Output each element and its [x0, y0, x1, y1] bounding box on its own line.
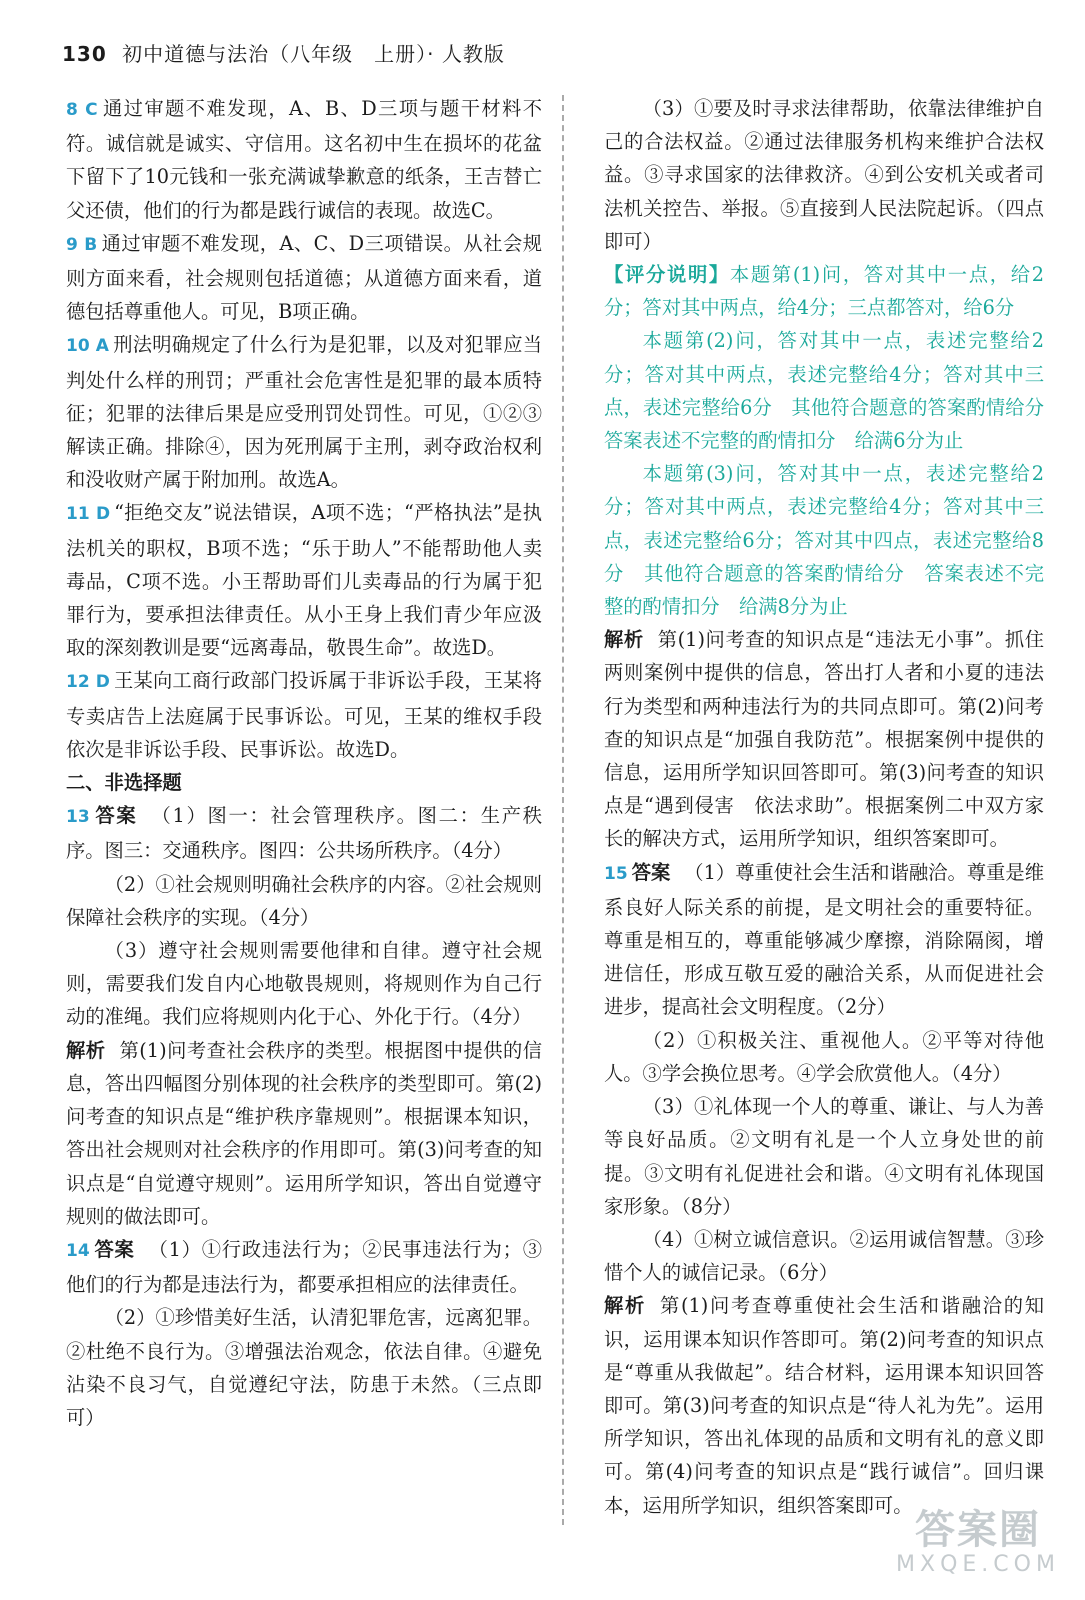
scoring-note-2: 本题第(2)问，答对其中一点，表述完整给2分；答对其中两点，表述完整给4分；答对其中三点，表述完整给6分 其他符合题意的答案酌情给分 答案表述不完整的酌情扣分 给满6分为止: [604, 329, 1064, 453]
analysis-label: 解析: [66, 1038, 106, 1062]
question-15-answer-3: （3）①礼体现一个人的尊重、谦让、与人为善等良好品质。②文明有礼是一个人立身处世的前提。③文明有礼促进社会和谐。④文明有礼体现国家形象。（8分）: [604, 1095, 1044, 1218]
question-13-analysis: [66, 1034, 542, 1233]
question-14-answer-3: （3）①要及时寻求法律帮助，依靠法律维护自己的合法权益。②通过法律服务机构来维护合法权益。③寻求国家的法律救济。④到公安机关或者司法机关控告、举报。⑤直接到人民法院起诉。（四点即可）: [604, 97, 1044, 253]
question-8: [66, 92, 542, 227]
question-12: [66, 664, 542, 766]
answer-label: 答案: [93, 1237, 135, 1261]
question-13-answer-3: （3）遵守社会规则需要他律和自律。遵守社会规则，需要我们发自内心地敬畏规则，将规则作为自己行动的准绳。我们应将规则内化于心、外化于行。（4分）: [66, 939, 542, 1029]
analysis-text: 第(1)问考查尊重使社会生活和谐融洽的知识，运用课本知识作答即可。第(2)问考查的知识点是“尊重从我做起”。结合材料，运用课本知识回答即可。第(3)问考查的知识点是“待人礼为先”。运用所学知识，答出礼体现的品质和文明有礼的意义即可。第(4)问考查的知识点是“践行诚信”。回归课本，运用所学知识，组织答案即可。: [604, 1294, 1044, 1517]
book-title: 初中道德与法治（八年级 上册）· 人教版: [122, 42, 505, 66]
question-text: 通过审题不难发现，A、B、D三项与题干材料不符。诚信就是诚实、守信用。这名初中生在损坏的花盆下留下了10元钱和一张充满诚挚歉意的纸条，王吉替亡父还债，他们的行为都是践行诚信的表现。故选C。: [66, 97, 542, 222]
watermark-text: 答案圈: [915, 1507, 1041, 1553]
answer-label: 答案: [93, 804, 138, 828]
question-text: 通过审题不难发现，A、C、D三项错误。从社会规则方面来看，社会规则包括道德；从道德方面来看，道德包括尊重他人。可见，B项正确。: [66, 231, 542, 324]
section-heading: 二、非选择题: [66, 771, 182, 795]
question-14-answer-1: [66, 1233, 542, 1301]
question-14-analysis: [604, 623, 1044, 855]
watermark-logo: [889, 1508, 1067, 1582]
analysis-label: 解析: [604, 1294, 646, 1318]
question-text: “拒绝交友”说法错误，A项不选；“严格执法”是执法机关的职权，B项不选；“乐于助人”不能帮助他人卖毒品，C项不选。小王帮助哥们儿卖毒品的行为属于犯罪行为，要承担法律责任。从小王身上我们青少年应汲取的深刻教训是要“远离毒品，敬畏生命”。故选D。: [66, 501, 542, 660]
question-9: [66, 227, 542, 329]
question-number: 9 B: [66, 234, 98, 255]
column-divider: [562, 95, 564, 1525]
scoring-label: 【评分说明】: [604, 263, 730, 287]
answer-text: （1）①行政违法行为；②民事违法行为；③他们的行为都是违法行为，都要承担相应的法律责任。: [66, 1237, 543, 1297]
question-number: 14: [66, 1240, 90, 1261]
question-13-answer-2: （2）①社会规则明确社会秩序的内容。②社会规则保障社会秩序的实现。（4分）: [66, 872, 542, 929]
page-number: 130: [62, 42, 107, 66]
question-number: 8 C: [66, 100, 98, 120]
scoring-note-3: 本题第(3)问，答对其中一点，表述完整给2分；答对其中两点，表述完整给4分；答对其中三点，表述完整给6分；答对其中四点，表述完整给8分 其他符合题意的答案酌情给分 答案表述不完整的酌情扣分 给满8分为止: [604, 462, 1044, 619]
page-header: [62, 38, 505, 67]
scoring-note-1: [604, 258, 1044, 324]
analysis-text: 第(1)问考查社会秩序的类型。根据图中提供的信息，答出四幅图分别体现的社会秩序的类型即可。第(2)问考查的知识点是“维护秩序靠规则”。根据课本知识，答出社会规则对社会秩序的作用即可。第(3)问考查的知识点是“自觉遵守规则”。运用所学知识，答出自觉遵守规则的做法即可。: [66, 1038, 543, 1228]
question-text: 王某向工商行政部门投诉属于非诉讼手段，王某将专卖店告上法庭属于民事诉讼。可见，王某的维权手段依次是非诉讼手段、民事诉讼。故选D。: [66, 669, 543, 761]
question-number: 12 D: [66, 672, 110, 693]
answer-text: （1）图一：社会管理秩序。图二：生产秩序。图三：交通秩序。图四：公共场所秩序。（4分）: [66, 804, 543, 863]
question-15-analysis: [604, 1289, 1044, 1521]
left-column: [66, 92, 542, 1434]
watermark-url: MXQE.COM: [896, 1552, 1060, 1577]
question-10: [66, 328, 542, 496]
question-number: 11 D: [66, 504, 111, 525]
question-13-answer-1: [66, 799, 542, 867]
question-11: [66, 496, 542, 664]
question-15-answer-2: （2）①积极关注、重视他人。②平等对待他人。③学会换位思考。④学会欣赏他人。（4分）: [604, 1028, 1044, 1085]
question-14-answer-2: （2）①珍惜美好生活，认清犯罪危害，远离犯罪。②杜绝不良行为。③增强法治观念，依法自律。④避免沾染不良习气，自觉遵纪守法，防患于未然。（三点即可）: [66, 1306, 542, 1429]
analysis-text: 第(1)问考查的知识点是“违法无小事”。抓住两则案例中提供的信息，答出打人者和小夏的违法行为类型和两种违法行为的共同点即可。第(2)问考查的知识点是“加强自我防范”。根据案例中提供的信息，运用所学知识回答即可。第(3)问考查的知识点是“遇到侵害 依法求助”。根据案例二中双方家长的解决方式，运用所学知识，组织答案即可。: [604, 628, 1044, 851]
question-text: 刑法明确规定了什么行为是犯罪，以及对犯罪应当判处什么样的刑罚；严重社会危害性是犯罪的最本质特征；犯罪的法律后果是应受刑罚处罚性。可见，①②③解读正确。排除④，因为死刑属于主刑，剥夺政治权利和没收财产属于附加刑。故选A。: [66, 333, 543, 492]
question-number: 13: [66, 807, 90, 828]
question-15-answer-4: （4）①树立诚信意识。②运用诚信智慧。③珍惜个人的诚信记录。（6分）: [604, 1227, 1044, 1285]
answer-text: （1）尊重使社会生活和谐融洽。尊重是维系良好人际关系的前提，是文明社会的重要特征。尊重是相互的，尊重能够减少摩擦，消除隔阂，增进信任，形成互敬互爱的融洽关系，从而促进社会进步，提高社会文明程度。（2分）: [604, 860, 1044, 1019]
right-column: [604, 92, 1064, 1522]
answer-label: 答案: [631, 860, 671, 884]
analysis-label: 解析: [604, 628, 644, 652]
question-number: 15: [604, 863, 628, 884]
scoring-text: 本题第(1)问，答对其中一点，给2分；答对其中两点，给4分；三点都答对，给6分: [604, 263, 1045, 320]
question-number: 10 A: [66, 336, 109, 357]
question-15-answer-1: [604, 856, 1044, 1024]
